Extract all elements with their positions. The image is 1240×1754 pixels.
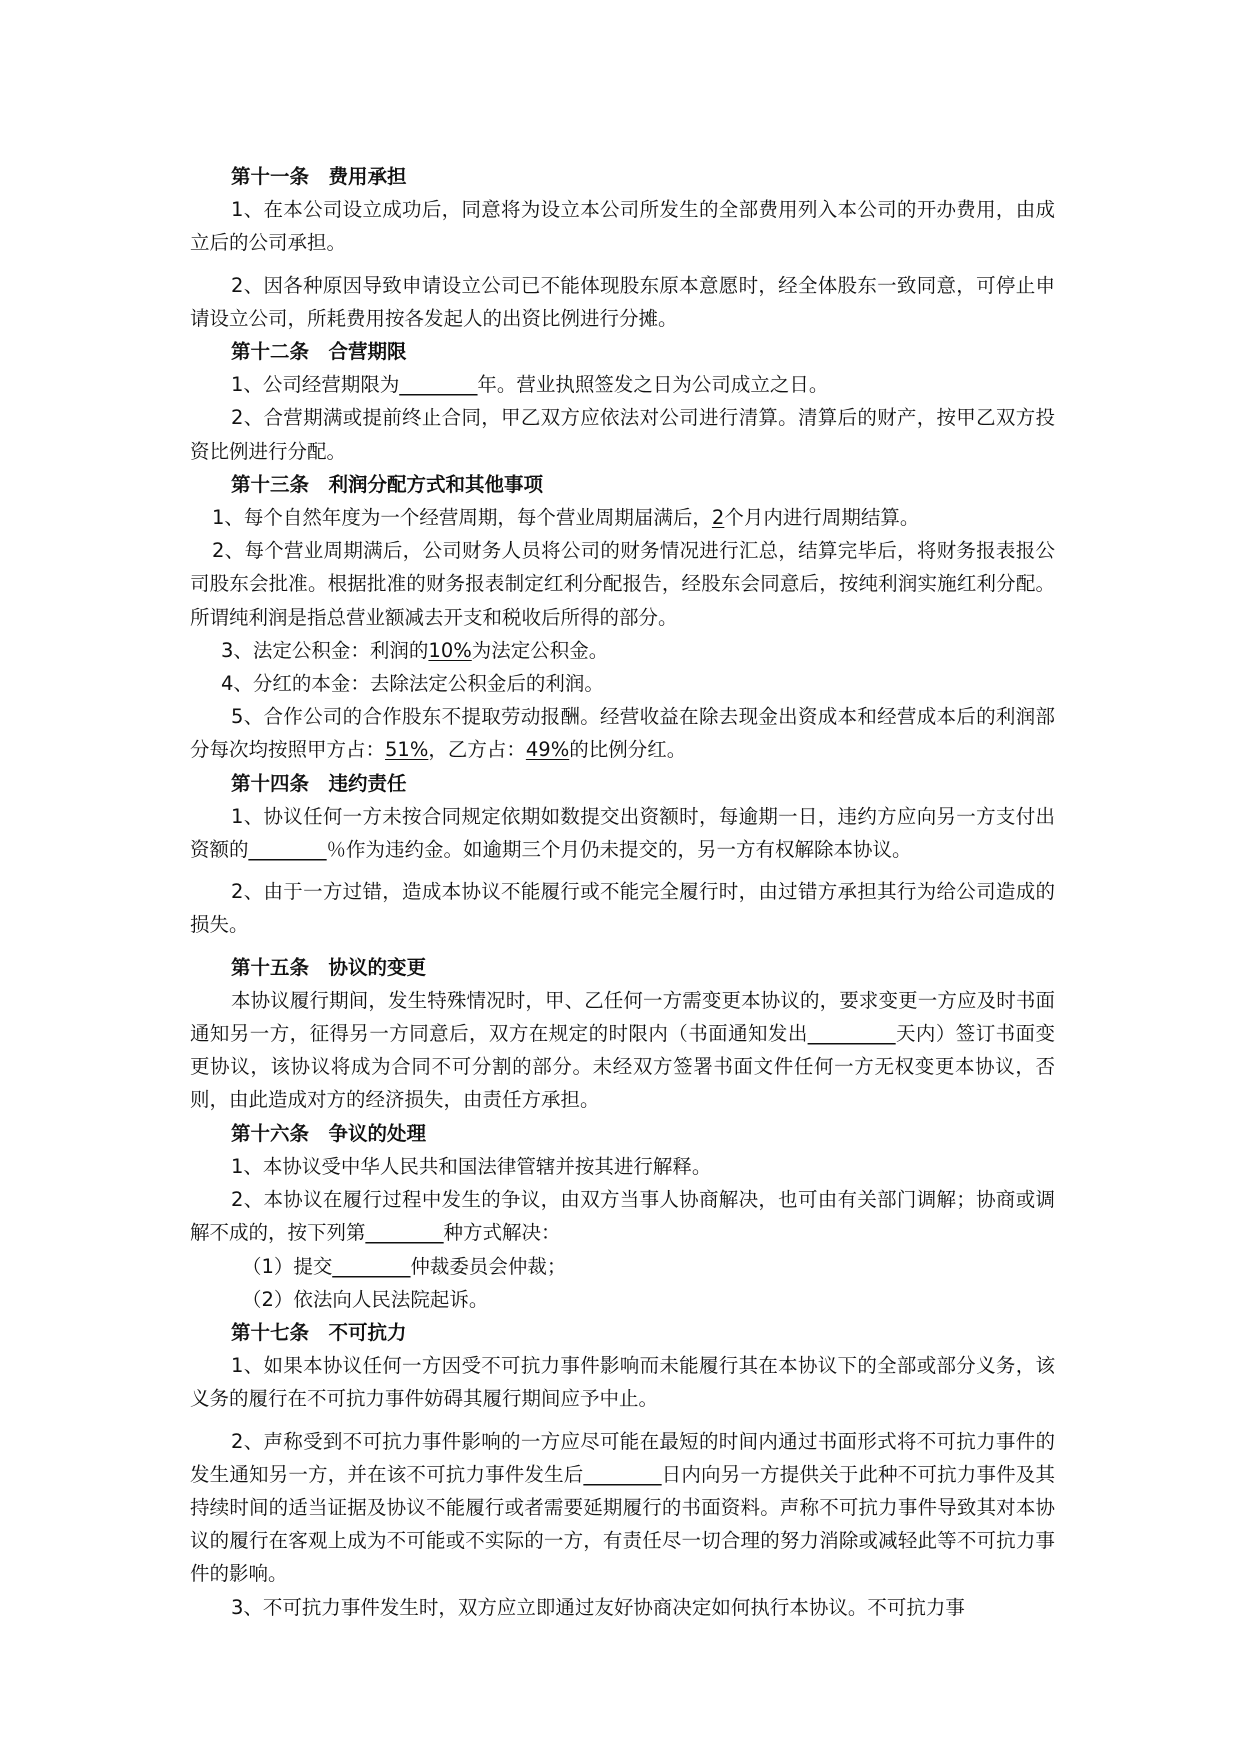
text: 2、本协议在履行过程中发生的争议，由双方当事人协商解决，也可由有关部门调解；协商或调解不成的，按下列第: [190, 1188, 1055, 1245]
section-12-paragraph-1: [190, 368, 1055, 401]
section-17-paragraph-2: [190, 1425, 1055, 1591]
section-15-paragraph-1: [190, 984, 1055, 1117]
section-11-paragraph-2: 2、因各种原因导致申请设立公司已不能体现股东原本意愿时，经全体股东一致同意，可停止申请设立公司，所耗费用按各发起人的出资比例进行分摊。: [190, 273, 1055, 330]
section-13-paragraph-4: 4、分红的本金：去除法定公积金后的利润。: [221, 672, 604, 696]
section-14-paragraph-2: 2、由于一方过错，造成本协议不能履行或不能完全履行时，由过错方承担其行为给公司造成的损失。: [190, 880, 1055, 937]
underlined-value: 2: [711, 506, 725, 530]
blank-field: _________: [807, 1022, 896, 1046]
text: 5、合作公司的合作股东不提取劳动报酬。经营收益在除去现金出资成本和经营成本后的利润部分每次均按照甲方占：: [190, 705, 1055, 762]
section-16-paragraph-1: 1、本协议受中华人民共和国法律管辖并按其进行解释。: [231, 1154, 712, 1178]
blank-field: ________: [583, 1462, 662, 1486]
text: 年。营业执照签发之日为公司成立之日。: [477, 373, 829, 397]
section-14-paragraph-1: [190, 800, 1055, 866]
underlined-value: 10%: [428, 638, 472, 662]
text: 仲裁委员会仲裁；: [410, 1254, 567, 1278]
section-16-paragraph-2: [190, 1183, 1055, 1249]
section-16-title: 第十六条 争议的处理: [231, 1121, 427, 1145]
text: 1、协议任何一方未按合同规定依期如数提交出资额时，每逾期一日，违约方应向另一方支付出资额的: [190, 804, 1055, 862]
section-16-option-2: （2）依法向人民法院起诉。: [242, 1287, 489, 1311]
section-12-title: 第十二条 合营期限: [231, 340, 407, 364]
section-13-title: 第十三条 利润分配方式和其他事项: [231, 472, 544, 496]
section-13-paragraph-2: 2、每个营业周期满后，公司财务人员将公司的财务情况进行汇总，结算完毕后，将财务报表报公司股东会批准。根据批准的财务报表制定红利分配报告，经股东会同意后，按纯利润实施红利分配。所谓纯利润是指总营业额减去开支和税收后所得的部分。: [190, 539, 1055, 629]
section-13-paragraph-5: [190, 700, 1055, 766]
text: 为法定公积金。: [471, 638, 609, 662]
section-12-paragraph-2: 2、合营期满或提前终止合同，甲乙双方应依法对公司进行清算。清算后的财产，按甲乙双方投资比例进行分配。: [190, 406, 1055, 463]
section-11-paragraph-1: 1、在本公司设立成功后，同意将为设立本公司所发生的全部费用列入本公司的开办费用，由成立后的公司承担。: [190, 198, 1055, 255]
text: ，乙方占：: [428, 738, 526, 762]
blank-field: ________: [399, 373, 478, 397]
text: 2、声称受到不可抗力事件影响的一方应尽可能在最短的时间内通过书面形式将不可抗力事件的发生通知另一方，并在该不可抗力事件发生后: [190, 1429, 1055, 1486]
section-15-title: 第十五条 协议的变更: [231, 955, 427, 979]
section-17-paragraph-3: 3、不可抗力事件发生时，双方应立即通过友好协商决定如何执行本协议。不可抗力事: [231, 1595, 965, 1619]
text: 种方式解决：: [443, 1221, 561, 1245]
section-17-paragraph-1: 1、如果本协议任何一方因受不可抗力事件影响而未能履行其在本协议下的全部或部分义务，该义务的履行在不可抗力事件妨碍其履行期间应予中止。: [190, 1354, 1055, 1411]
text: 本协议履行期间，发生特殊情况时，甲、乙任何一方需变更本协议的，要求变更一方应及时书面通知另一方，征得另一方同意后，双方在规定的时限内（书面通知发出: [190, 988, 1055, 1046]
text: 3、法定公积金：利润的: [221, 638, 429, 662]
text: 天内）签订书面变更协议，该协议将成为合同不可分割的部分。未经双方签署书面文件任何一方无权变更本协议，否则，由此造成对方的经济损失，由责任方承担。: [190, 1022, 1055, 1112]
section-14-title: 第十四条 违约责任: [231, 771, 407, 795]
blank-field: ________: [365, 1221, 444, 1245]
underlined-value: 49%: [525, 738, 570, 762]
text: （1）提交: [242, 1254, 333, 1278]
text: 1、每个自然年度为一个经营周期，每个营业周期届满后，: [212, 506, 712, 530]
text: 的比例分红。: [569, 738, 687, 762]
section-13-paragraph-3: [190, 634, 1055, 667]
blank-field: ________: [332, 1254, 411, 1278]
text: 1、公司经营期限为: [231, 373, 400, 397]
section-16-option-1: [190, 1250, 1055, 1283]
section-17-title: 第十七条 不可抗力: [231, 1320, 407, 1344]
underlined-value: 51%: [385, 738, 429, 762]
section-13-paragraph-1: [190, 501, 1055, 534]
section-11-title: 第十一条 费用承担: [231, 165, 407, 188]
blank-field: ________: [248, 838, 327, 862]
text: ％作为违约金。如逾期三个月仍未提交的，另一方有权解除本协议。: [326, 838, 912, 862]
text: 日内向另一方提供关于此种不可抗力事件及其持续时间的适当证据及协议不能履行或者需要延期履行的书面资料。声称不可抗力事件导致其对本协议的履行在客观上成为不可能或不实际的一方，有责任尽一切合理的努力消除或减轻此等不可抗力事件的影响。: [190, 1462, 1055, 1586]
text: 个月内进行周期结算。: [724, 506, 920, 530]
